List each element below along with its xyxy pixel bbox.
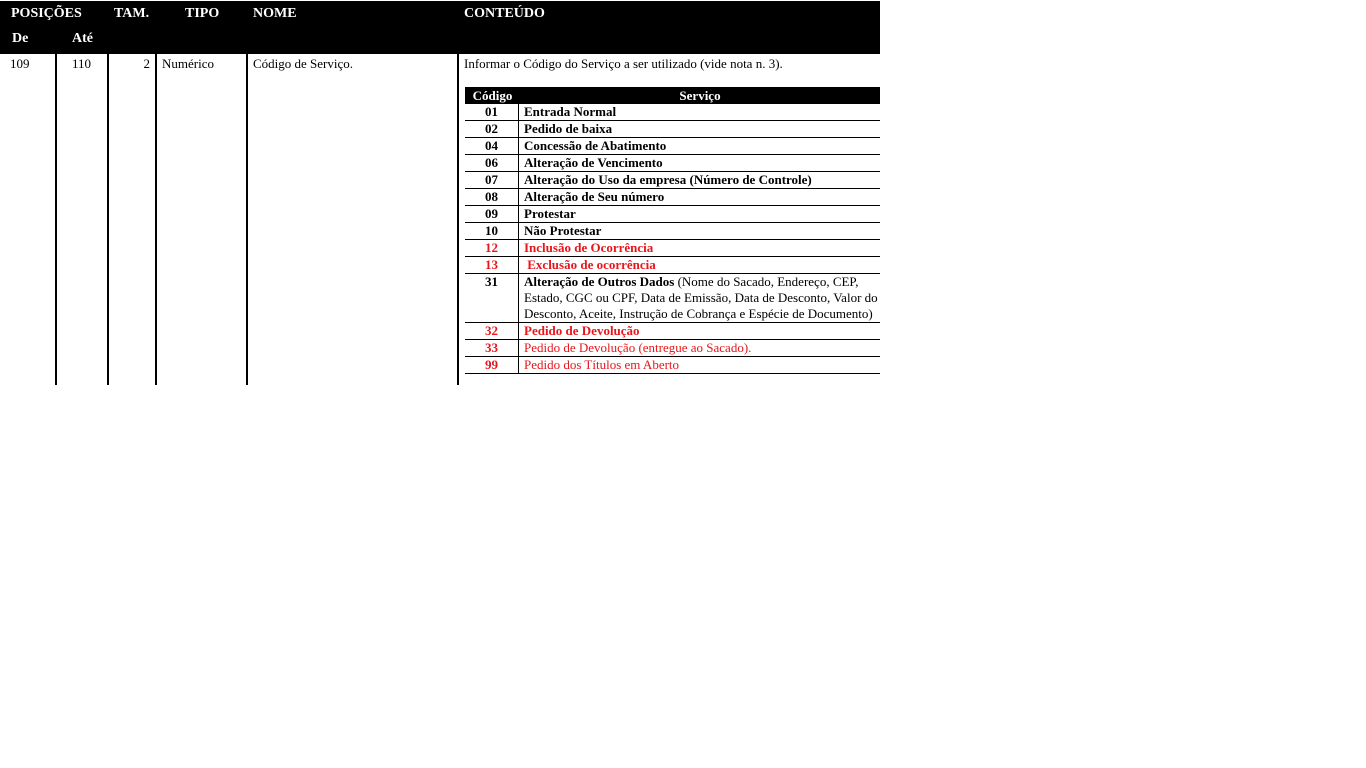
cell-tipo: Numérico [162, 56, 214, 71]
service-description [519, 240, 880, 256]
header-conteudo: CONTEÚDO [464, 6, 545, 21]
service-description [519, 274, 880, 322]
service-name: Inclusão de Ocorrência [524, 240, 654, 255]
header-de: De [12, 31, 29, 46]
column-divider [107, 54, 109, 385]
service-code: 06 [465, 155, 519, 171]
service-code: 08 [465, 189, 519, 205]
service-name: Alteração de Seu número [524, 189, 665, 204]
cell-conteudo: Informar o Código do Serviço a ser utilizado (vide nota n. 3). [464, 56, 783, 71]
service-row [465, 357, 880, 374]
service-name: Entrada Normal [524, 104, 617, 119]
service-description [519, 357, 880, 373]
service-code: 99 [465, 357, 519, 373]
header-posicoes: POSIÇÕES [11, 6, 82, 21]
service-row [465, 155, 880, 172]
service-description [519, 323, 880, 339]
service-row [465, 257, 880, 274]
service-name: Não Protestar [524, 223, 602, 238]
service-name: Exclusão de ocorrência [524, 257, 656, 272]
service-name: Protestar [524, 206, 576, 221]
service-code: 10 [465, 223, 519, 239]
cell-de: 109 [10, 56, 30, 71]
service-code: 07 [465, 172, 519, 188]
service-table-body [465, 104, 880, 374]
service-code: 31 [465, 274, 519, 322]
service-code: 32 [465, 323, 519, 339]
header-nome: NOME [253, 6, 297, 21]
table-header [0, 1, 880, 54]
service-row [465, 121, 880, 138]
cell-ate: 110 [72, 56, 92, 71]
service-code: 01 [465, 104, 519, 120]
service-description [519, 340, 880, 356]
service-row [465, 323, 880, 340]
column-divider [457, 54, 459, 385]
service-description [519, 138, 880, 154]
header-ate: Até [72, 31, 93, 46]
service-row [465, 172, 880, 189]
service-table-header [465, 87, 880, 104]
service-name: Pedido de baixa [524, 121, 613, 136]
service-name: Alteração de Vencimento [524, 155, 663, 170]
header-tipo: TIPO [185, 6, 220, 21]
service-code: 13 [465, 257, 519, 273]
service-code: 09 [465, 206, 519, 222]
service-name: Concessão de Abatimento [524, 138, 667, 153]
service-col-service: Serviço [679, 88, 721, 103]
service-row [465, 223, 880, 240]
service-description [519, 155, 880, 171]
service-code: 02 [465, 121, 519, 137]
service-detail: Pedido dos Títulos em Aberto [524, 357, 680, 372]
service-description [519, 189, 880, 205]
service-row [465, 340, 880, 357]
service-row [465, 189, 880, 206]
service-description [519, 223, 880, 239]
service-code-table [465, 87, 880, 374]
service-name: Pedido de Devolução [524, 323, 640, 338]
service-row [465, 138, 880, 155]
cell-tam: 2 [143, 56, 150, 71]
column-divider [155, 54, 157, 385]
service-row [465, 104, 880, 121]
service-name: Alteração de Outros Dados [524, 274, 675, 289]
service-description [519, 172, 880, 188]
column-divider [55, 54, 57, 385]
service-description [519, 104, 880, 120]
cell-nome: Código de Serviço. [253, 56, 354, 71]
service-name: Alteração do Uso da empresa (Número de Controle) [524, 172, 812, 187]
service-row [465, 206, 880, 223]
service-row [465, 274, 880, 323]
service-description [519, 206, 880, 222]
service-detail: (Nome do Sacado, Endereço, CEP, Estado, CGC ou CPF, Data de Emissão, Data de Desconto, Valor do Desconto, Aceite, Instrução de Cobrança e Espécie de Documento) [524, 274, 878, 321]
service-detail: Pedido de Devolução (entregue ao Sacado). [524, 340, 752, 355]
service-code: 33 [465, 340, 519, 356]
service-description [519, 121, 880, 137]
service-description [519, 257, 880, 273]
service-row [465, 240, 880, 257]
service-code: 12 [465, 240, 519, 256]
layout-document [0, 0, 880, 385]
column-divider [246, 54, 248, 385]
service-col-code: Código [472, 88, 513, 103]
service-code: 04 [465, 138, 519, 154]
header-tam: TAM. [114, 6, 150, 21]
